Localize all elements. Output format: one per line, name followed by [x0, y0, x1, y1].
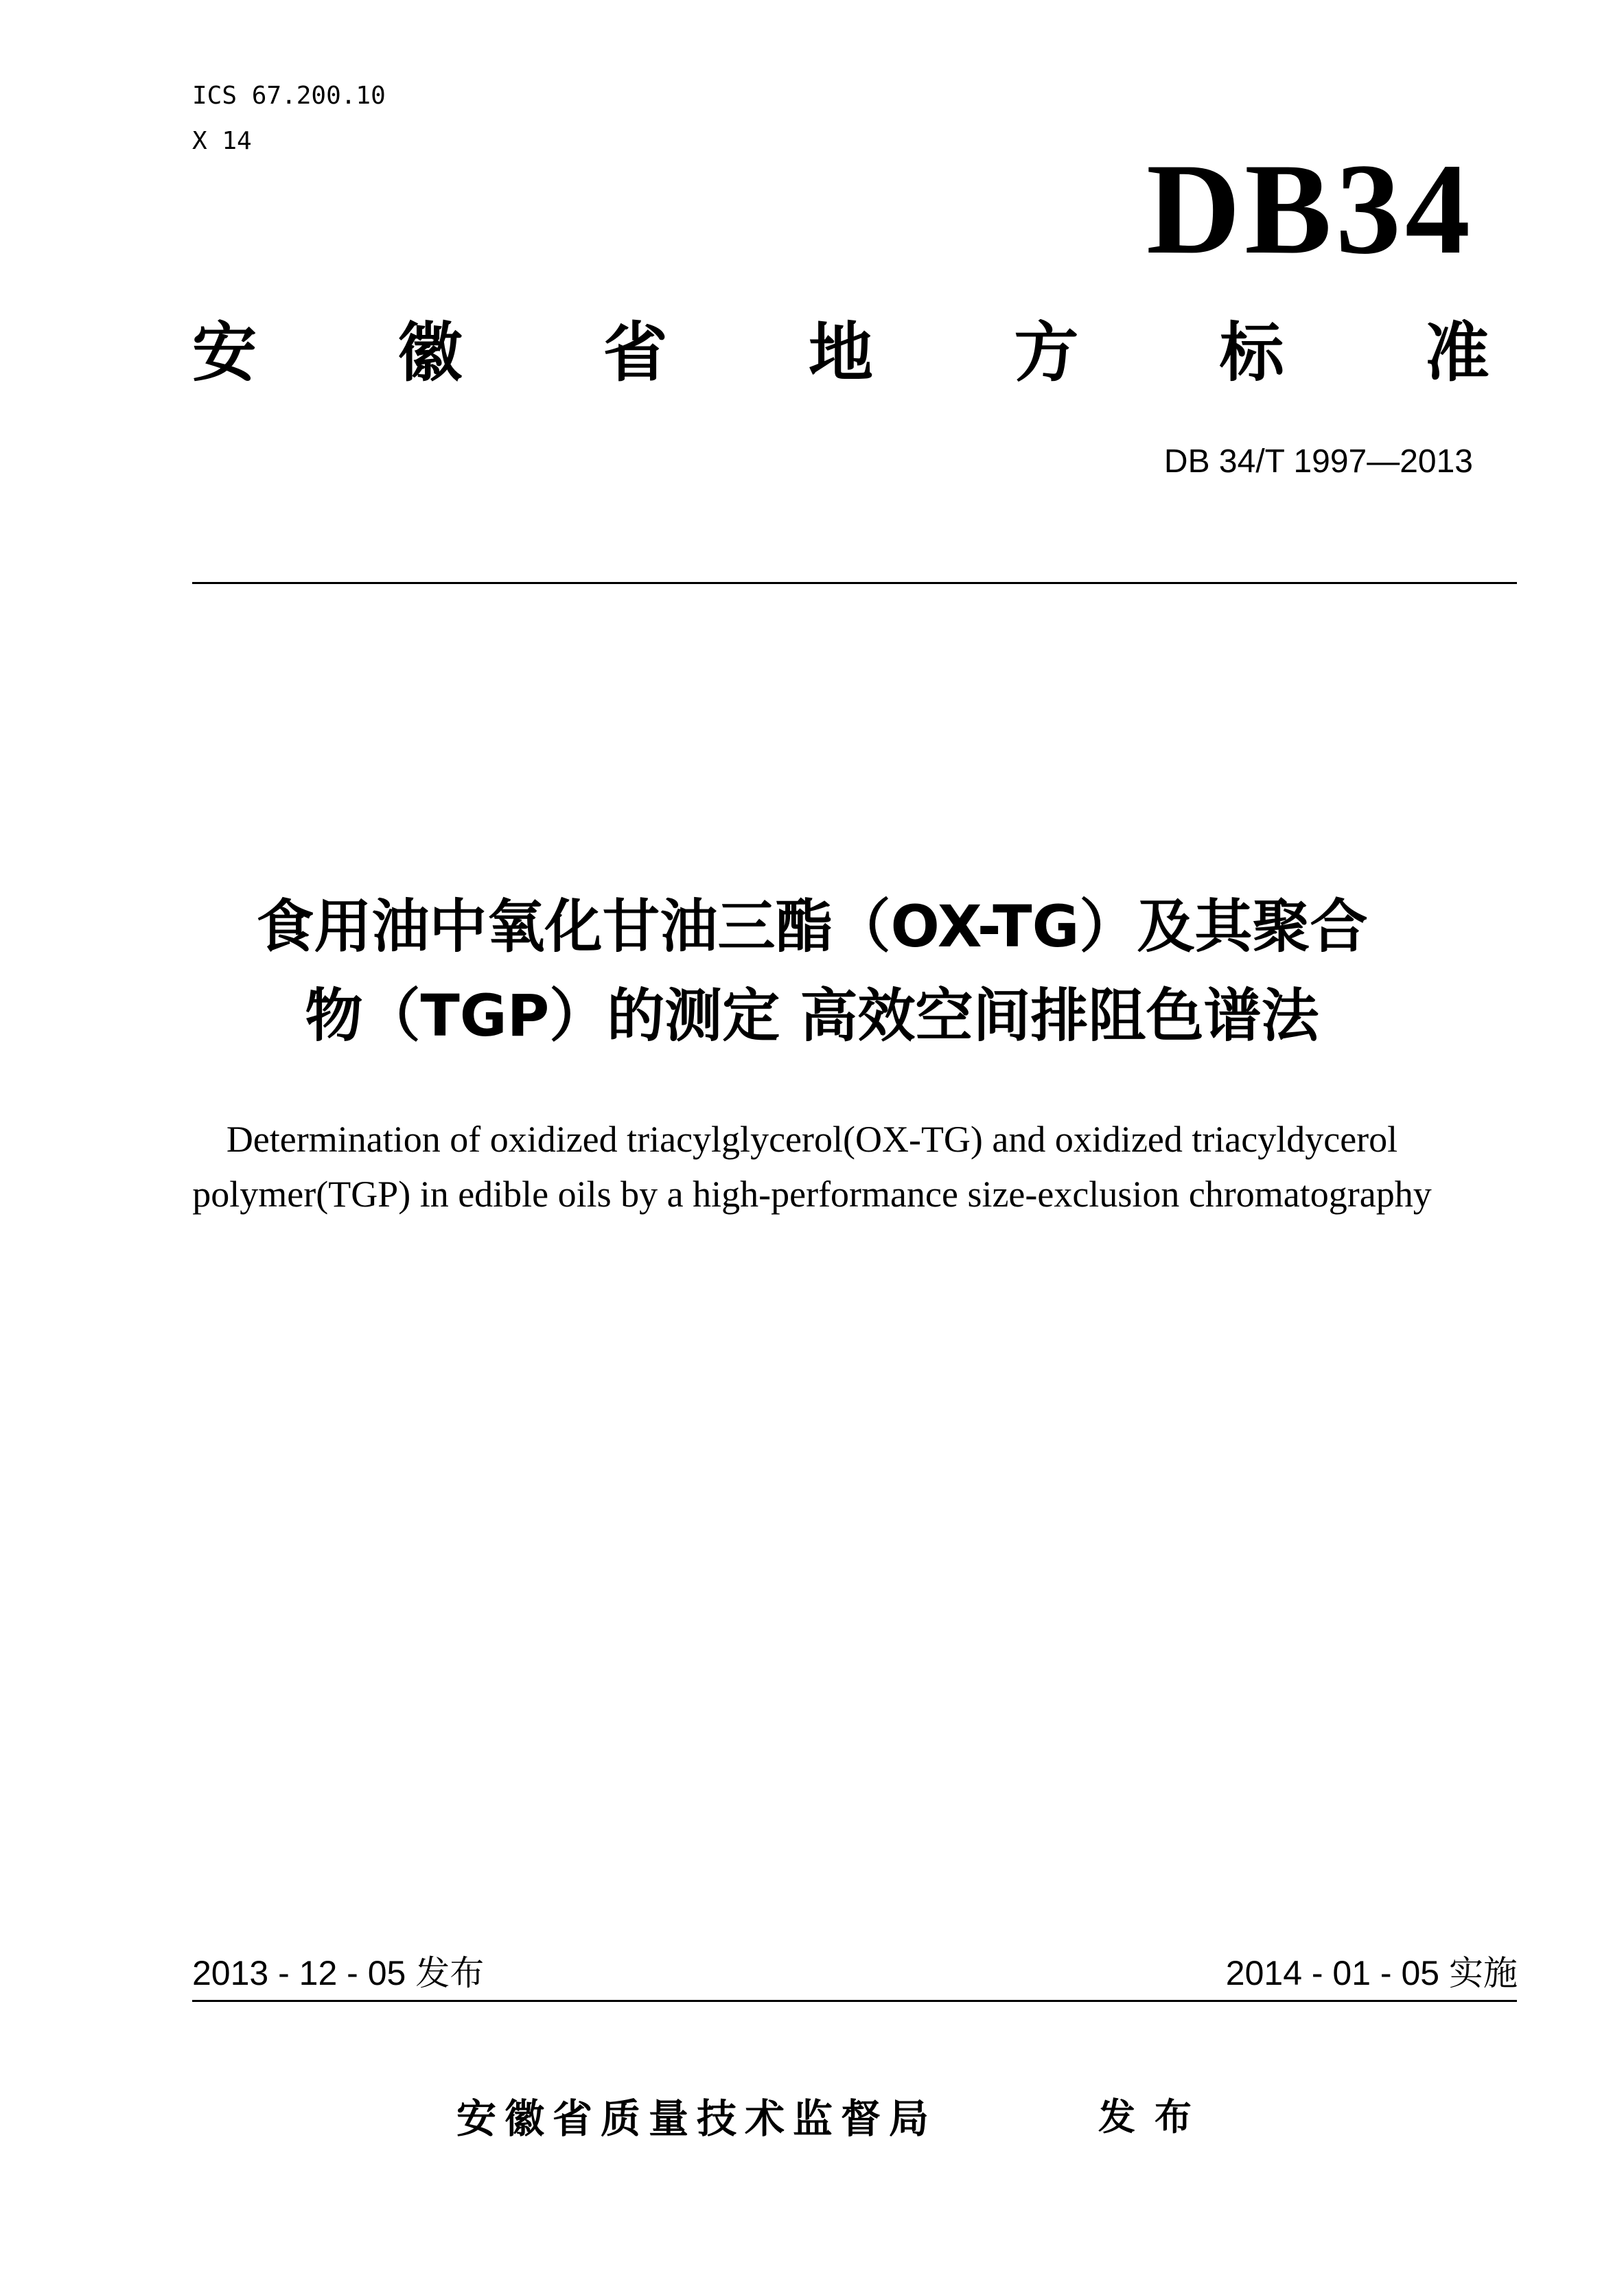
standard-type-char: 标: [1219, 316, 1284, 391]
title-en-line-2: polymer(TGP) in edible oils by a high-performance size-exclusion chromatography: [192, 1174, 1432, 1215]
issue-date: 2013 - 12 - 05 发布: [192, 1954, 485, 1992]
publisher-name: 安徽省质量技术监督局: [456, 2095, 938, 2142]
publish-label: 发布: [1098, 2095, 1211, 2139]
title-cn-line-1: 食用油中氧化甘油三酯（OX-TG）及其聚合: [256, 893, 1368, 960]
header-divider: [192, 582, 1517, 584]
ccs-code: X 14: [192, 127, 252, 155]
footer-divider: [192, 2000, 1517, 2002]
standard-type-char: 准: [1424, 316, 1489, 391]
db-code-logo: DB34: [1146, 137, 1474, 281]
title-en-line-1: Determination of oxidized triacylglycerol(OX-TG) and oxidized triacyldycerol: [226, 1119, 1398, 1160]
standard-number: DB 34/T 1997—2013: [1163, 443, 1473, 480]
ics-code: ICS 67.200.10: [192, 82, 386, 110]
standard-type-char: 地: [808, 316, 873, 391]
standard-type-char: 方: [1014, 316, 1079, 391]
title-cn-line-2: 物（TGP）的测定 高效空间排阻色谱法: [305, 982, 1319, 1049]
standard-type-heading: [192, 316, 1489, 391]
standard-type-char: 徽: [397, 316, 463, 391]
implementation-date: 2014 - 01 - 05 实施: [1225, 1954, 1518, 1992]
standard-type-char: 省: [603, 316, 668, 391]
standard-type-char: 安: [192, 316, 257, 391]
